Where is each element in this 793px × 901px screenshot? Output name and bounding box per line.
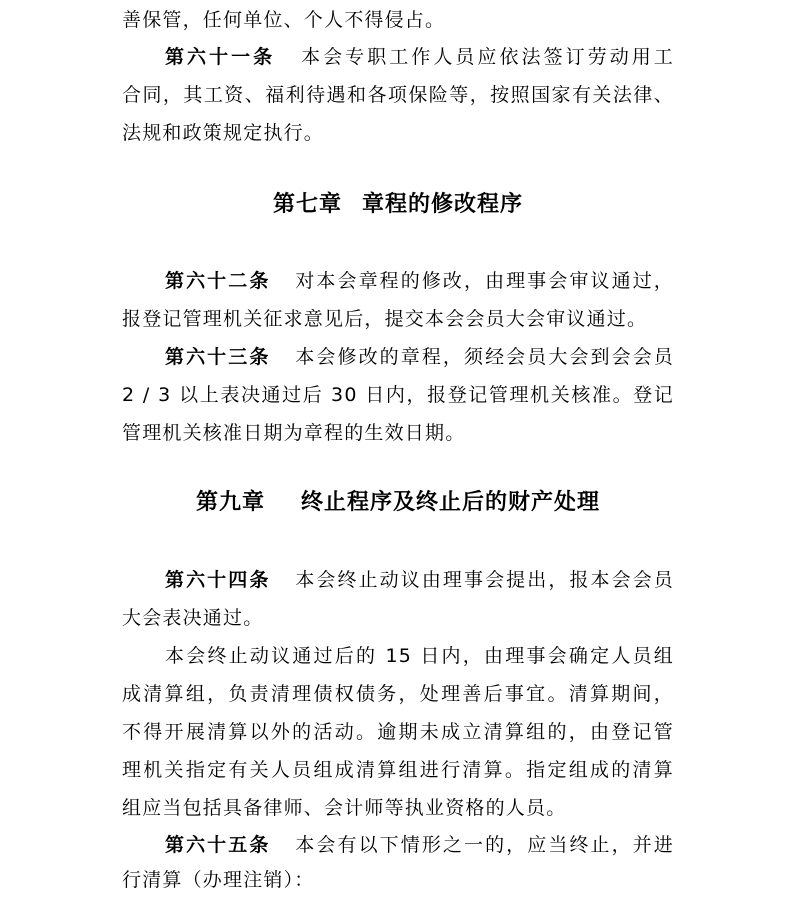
article-63-line-3: 管理机关核准日期为章程的生效日期。 — [122, 422, 466, 444]
article-64-line-2: 大会表决通过。 — [122, 607, 264, 629]
article-64-first-line — [165, 561, 674, 599]
article-64-para2-line-3: 不得开展清算以外的活动。逾期未成立清算组的，由登记管 — [122, 721, 674, 743]
article-61-line-3: 法规和政策规定执行。 — [122, 122, 325, 144]
article-63-line-2: 2 / 3 以上表决通过后 30 日内，报登记管理机关核准。登记 — [122, 384, 674, 406]
paragraph-line: 善保管，任何单位、个人不得侵占。 — [122, 9, 446, 31]
article-61-line-2: 合同，其工资、福利待遇和各项保险等，按照国家有关法律、 — [122, 84, 674, 106]
article-65-first-line — [165, 826, 674, 864]
article-63-first-line — [165, 338, 674, 376]
chapter-9-number: 第九章 — [195, 490, 265, 515]
article-61-text: 本会专职工作人员应依法签订劳动用工 — [299, 46, 674, 68]
article-64-para2-line-5: 组应当包括具备律师、会计师等执业资格的人员。 — [122, 797, 567, 819]
article-64-heading: 第六十四条 — [165, 569, 271, 591]
chapter-7-title: 章程的修改程序 — [362, 192, 524, 217]
article-64-text: 本会终止动议由理事会提出，报本会会员 — [294, 569, 674, 591]
article-64-para2-line-2: 成清算组，负责清理债权债务，处理善后事宜。清算期间， — [122, 683, 674, 705]
article-65-text: 本会有以下情形之一的，应当终止，并进 — [294, 834, 674, 856]
chapter-7-number: 第七章 — [272, 192, 342, 217]
chapter-7-heading — [122, 186, 674, 224]
chapter-9-title: 终止程序及终止后的财产处理 — [301, 490, 601, 515]
article-63-heading: 第六十三条 — [165, 346, 271, 368]
article-62-first-line — [165, 262, 674, 300]
article-61-heading: 第六十一条 — [165, 46, 276, 68]
article-64-para2-line-4: 理机关指定有关人员组成清算组进行清算。指定组成的清算 — [122, 759, 674, 781]
article-62-line-2: 报登记管理机关征求意见后，提交本会会员大会审议通过。 — [122, 308, 648, 330]
article-64-para2-line-1: 本会终止动议通过后的 15 日内，由理事会确定人员组 — [165, 645, 674, 667]
article-62-text: 对本会章程的修改，由理事会审议通过， — [294, 270, 674, 292]
article-65-heading: 第六十五条 — [165, 834, 271, 856]
article-65-line-2: 行清算（办理注销）： — [122, 869, 315, 891]
article-61-first-line — [165, 38, 674, 76]
chapter-9-heading — [122, 484, 674, 522]
article-62-heading: 第六十二条 — [165, 270, 271, 292]
article-63-text: 本会修改的章程，须经会员大会到会会员 — [294, 346, 674, 368]
